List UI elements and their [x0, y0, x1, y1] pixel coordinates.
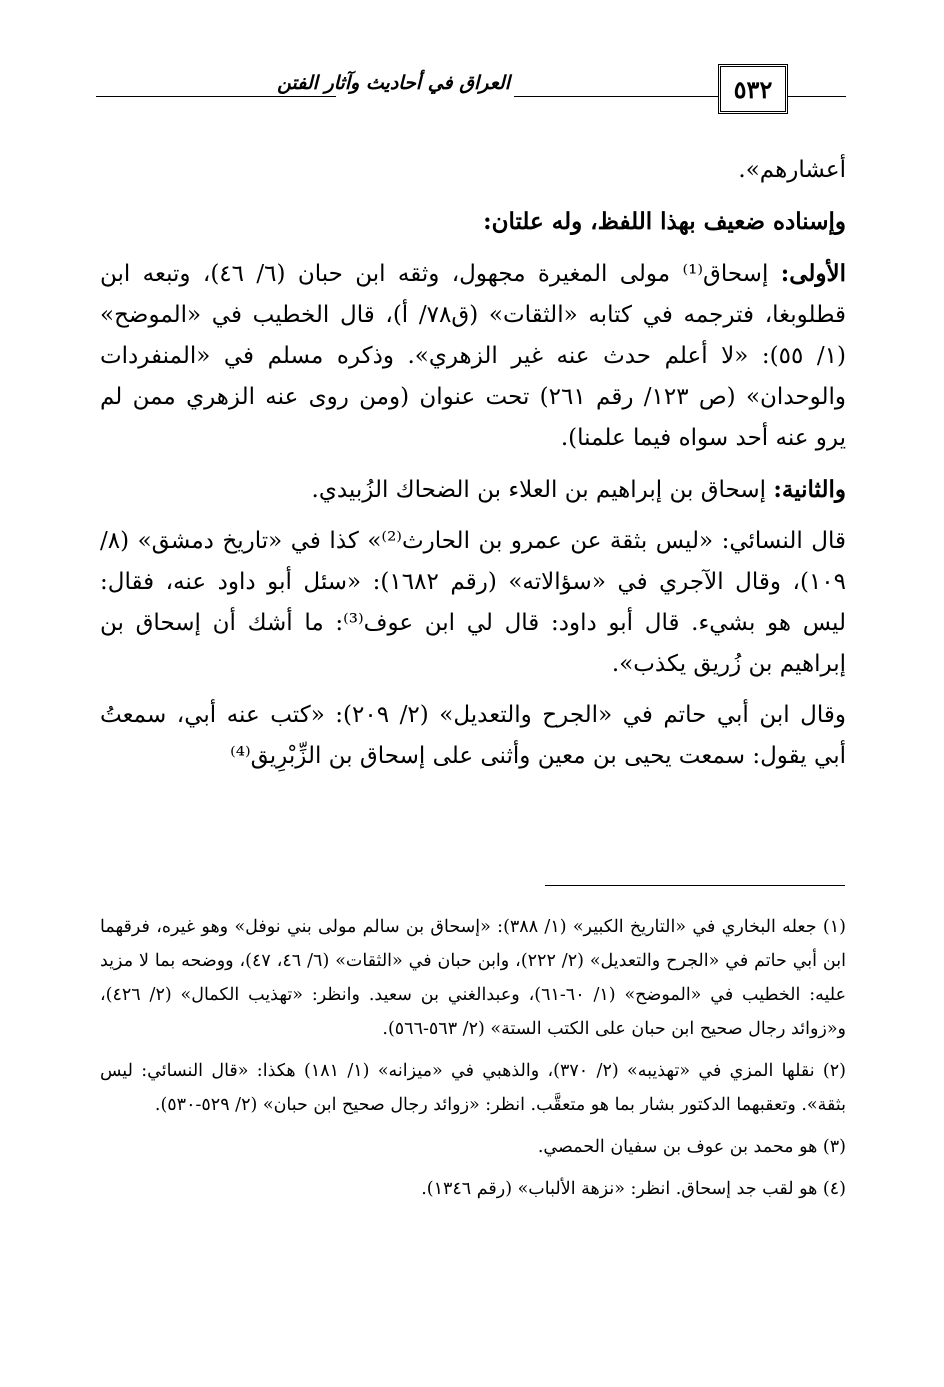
paragraph: أعشارهم».	[738, 157, 846, 183]
paragraph	[100, 201, 846, 243]
lead-label: الأولى:	[780, 260, 846, 287]
lead-label: والثانية:	[773, 476, 846, 503]
footnote: (٤) هو لقب جد إسحاق. انظر: «نزهة الألباب» (رقم ١٣٤٦).	[421, 1179, 846, 1199]
paragraph: قال النسائي: «ليس بثقة عن عمرو بن الحارث⁽²⁾» كذا في «تاريخ دمشق» (٨/ ١٠٩)، وقال الآجري في «سؤالاته» (رقم ١٦٨٢): «سئل أبو داود عنه، فقال: ليس هو بشيء. قال أبو داود: قال لي ابن عوف⁽³⁾: ما أشك أن إسحاق بن إبراهيم بن زُريق يكذب».	[100, 528, 846, 677]
paragraph-text: إسحاق⁽¹⁾ مولى المغيرة مجهول، وثقه ابن حبان (٦/ ٤٦)، وتبعه ابن قطلوبغا، فترجمه في كتابه «الثقات» (ق٧٨/ أ)، قال الخطيب في «الموضح» (١/ ٥٥): «لا أعلم حدث عنه غير الزهري». وذكره مسلم في «المنفردات والوحدان» (ص ١٢٣/ رقم ٢٦١) تحت عنوان (ومن روى عنه الزهري ممن لم يرو عنه أحد سواه فيما علمنا).	[100, 261, 847, 451]
footnote: (٣) هو محمد بن عوف بن سفيان الحمصي.	[537, 1137, 846, 1157]
paragraph	[100, 253, 846, 459]
paragraph-text: وإسناده ضعيف بهذا اللفظ، وله علتان:	[483, 208, 846, 235]
footnote: (٢) نقلها المزي في «تهذيبه» (٢/ ٣٧٠)، والذهبي في «ميزانه» (١/ ١٨١) هكذا: «قال النسائي: ليس بثقة». وتعقبهما الدكتور بشار بما هو متعقَّب. انظر: «زوائد رجال صحيح ابن حبان» (٢/ ٥٢٩-٥٣٠).	[100, 1061, 846, 1115]
running-header	[96, 60, 846, 120]
book-title: العراق في أحاديث وآثار الفتن	[277, 72, 510, 94]
header-rule-middle	[514, 96, 718, 97]
header-rule-left	[96, 96, 336, 97]
main-body	[100, 150, 846, 787]
paragraph-text: إسحاق بن إبراهيم بن العلاء بن الضحاك الزُبيدي.	[311, 477, 774, 503]
paragraph	[100, 469, 846, 511]
footnote-separator	[545, 885, 845, 886]
footnote: (١) جعله البخاري في «التاريخ الكبير» (١/ ٣٨٨): «إسحاق بن سالم مولى بني نوفل» وهو غيره، فرقهما ابن أبي حاتم في «الجرح والتعديل» (٢/ ٢٢٢)، وابن حبان في «الثقات» (٦/ ٤٦، ٤٧)، ووضحه بما لا مزيد عليه: الخطيب في «الموضح» (١/ ٦٠-٦١)، وعبدالغني بن سعيد. وانظر: «تهذيب الكمال» (٢/ ٤٢٦)، و«زوائد رجال صحيح ابن حبان على الكتب الستة» (٢/ ٥٦٣-٥٦٦).	[100, 917, 847, 1039]
page-number: ٥٣٢	[718, 64, 788, 114]
header-rule-right	[788, 96, 846, 97]
footnotes	[100, 910, 846, 1214]
paragraph: وقال ابن أبي حاتم في «الجرح والتعديل» (٢/ ٢٠٩): «كتب عنه أبي، سمعتُ أبي يقول: سمعت يحيى بن معين وأثنى على إسحاق بن الزِّبْرِيق⁽⁴⁾	[100, 702, 846, 769]
